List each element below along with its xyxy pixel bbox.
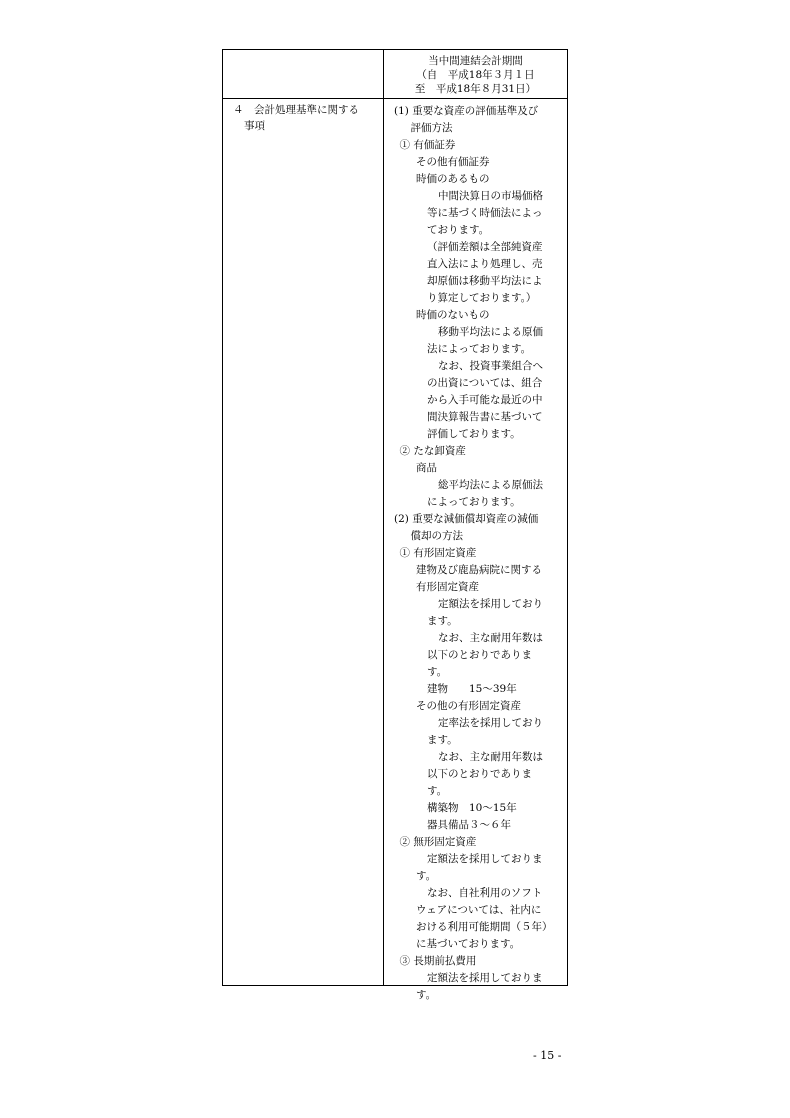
policy-text-line: ウェアについては、社内に xyxy=(416,904,542,916)
policy-text-line: す。 xyxy=(416,870,437,882)
policy-text-line: ② 無形固定資産 xyxy=(399,836,477,848)
period-end: 至 平成18年８月31日） xyxy=(414,83,537,95)
policy-text-line: 定額法を採用しておりま xyxy=(427,853,543,865)
policy-text-line: す。 xyxy=(427,785,448,797)
policy-text-line: から入手可能な最近の中 xyxy=(427,394,543,406)
policy-text-line: す。 xyxy=(427,666,448,678)
policy-text-line: その他有価証券 xyxy=(416,156,490,168)
policy-text-line: によっております。 xyxy=(427,496,521,508)
item-label-cell xyxy=(233,102,381,134)
policy-text-line: その他の有形固定資産 xyxy=(416,700,521,712)
page-number: - 15 - xyxy=(533,1049,562,1062)
accounting-policy-table xyxy=(222,49,568,1001)
policy-text-line: 移動平均法による原価 xyxy=(438,326,543,338)
policy-text-line: ① 有価証券 xyxy=(399,139,456,151)
column-divider xyxy=(383,50,384,985)
policy-text-line: 定率法を採用しており xyxy=(438,717,543,729)
policy-text-line: す。 xyxy=(416,989,437,1001)
policy-text-line: なお、主な耐用年数は xyxy=(438,632,543,644)
policy-text-line: ます。 xyxy=(427,615,458,627)
policy-text-line: 時価のあるもの xyxy=(416,173,490,185)
policy-text-line: ① 有形固定資産 xyxy=(399,547,477,559)
policy-text-line: 却原価は移動平均法によ xyxy=(427,275,543,287)
policy-text-line: （評価差額は全部純資産 xyxy=(427,241,543,253)
policy-text-line: 商品 xyxy=(416,462,437,474)
policy-text-line: 定額法を採用しておりま xyxy=(427,972,543,984)
policy-text-line: 間決算報告書に基づいて xyxy=(427,411,543,423)
policy-text-line: (1) 重要な資産の評価基準及び xyxy=(394,105,539,117)
policy-text-line: 器具備品３～６年 xyxy=(427,819,511,831)
policy-text-line: 償却の方法 xyxy=(410,530,463,542)
policy-text-line: 法によっております。 xyxy=(427,343,532,355)
policy-text-line: 評価しております。 xyxy=(427,428,521,440)
policy-text-line: 以下のとおりでありま xyxy=(427,649,532,661)
policy-text-line: おける利用可能期間（５年） xyxy=(416,921,553,933)
policy-text-line: 時価のないもの xyxy=(416,309,490,321)
policy-text-line: 中間決算日の市場価格 xyxy=(438,190,543,202)
policy-text-line: 直入法により処理し、売 xyxy=(427,258,543,270)
policy-text-line: (2) 重要な減価償却資産の減価 xyxy=(394,513,539,525)
policy-text-line: 建物及び鹿島病院に関する xyxy=(416,564,542,576)
policy-text-line: なお、自社利用のソフト xyxy=(427,887,543,899)
policy-text-line: に基づいております。 xyxy=(416,938,521,950)
policy-text-line: 等に基づく時価法によっ xyxy=(427,207,543,219)
period-title: 当中間連結会計期間 xyxy=(428,55,523,67)
policy-text-line: 構築物 10～15年 xyxy=(427,802,517,814)
item-label-line2: 事項 xyxy=(244,120,265,132)
period-header xyxy=(384,50,567,102)
policy-text-line: ② たな卸資産 xyxy=(399,445,466,457)
policy-text-line: 有形固定資産 xyxy=(416,581,479,593)
policy-text-line: なお、投資事業組合へ xyxy=(438,360,543,372)
policy-text-line: 以下のとおりでありま xyxy=(427,768,532,780)
policy-text-line: 総平均法による原価法 xyxy=(438,479,543,491)
policy-text-line: ます。 xyxy=(427,734,458,746)
policy-text-line: 建物 15～39年 xyxy=(427,683,517,695)
period-start: （自 平成18年３月１日 xyxy=(416,69,535,81)
policy-text-line: ております。 xyxy=(427,224,490,236)
policy-text-line: なお、主な耐用年数は xyxy=(438,751,543,763)
policy-text-line: ③ 長期前払費用 xyxy=(399,955,477,967)
item-label-line1: ４ 会計処理基準に関する xyxy=(233,104,359,116)
policy-text-line: 評価方法 xyxy=(410,122,453,134)
policy-text-line: り算定しております。） xyxy=(427,292,537,304)
policy-text-line: の出資については、組合 xyxy=(427,377,543,389)
policy-text-line: 定額法を採用しており xyxy=(438,598,543,610)
